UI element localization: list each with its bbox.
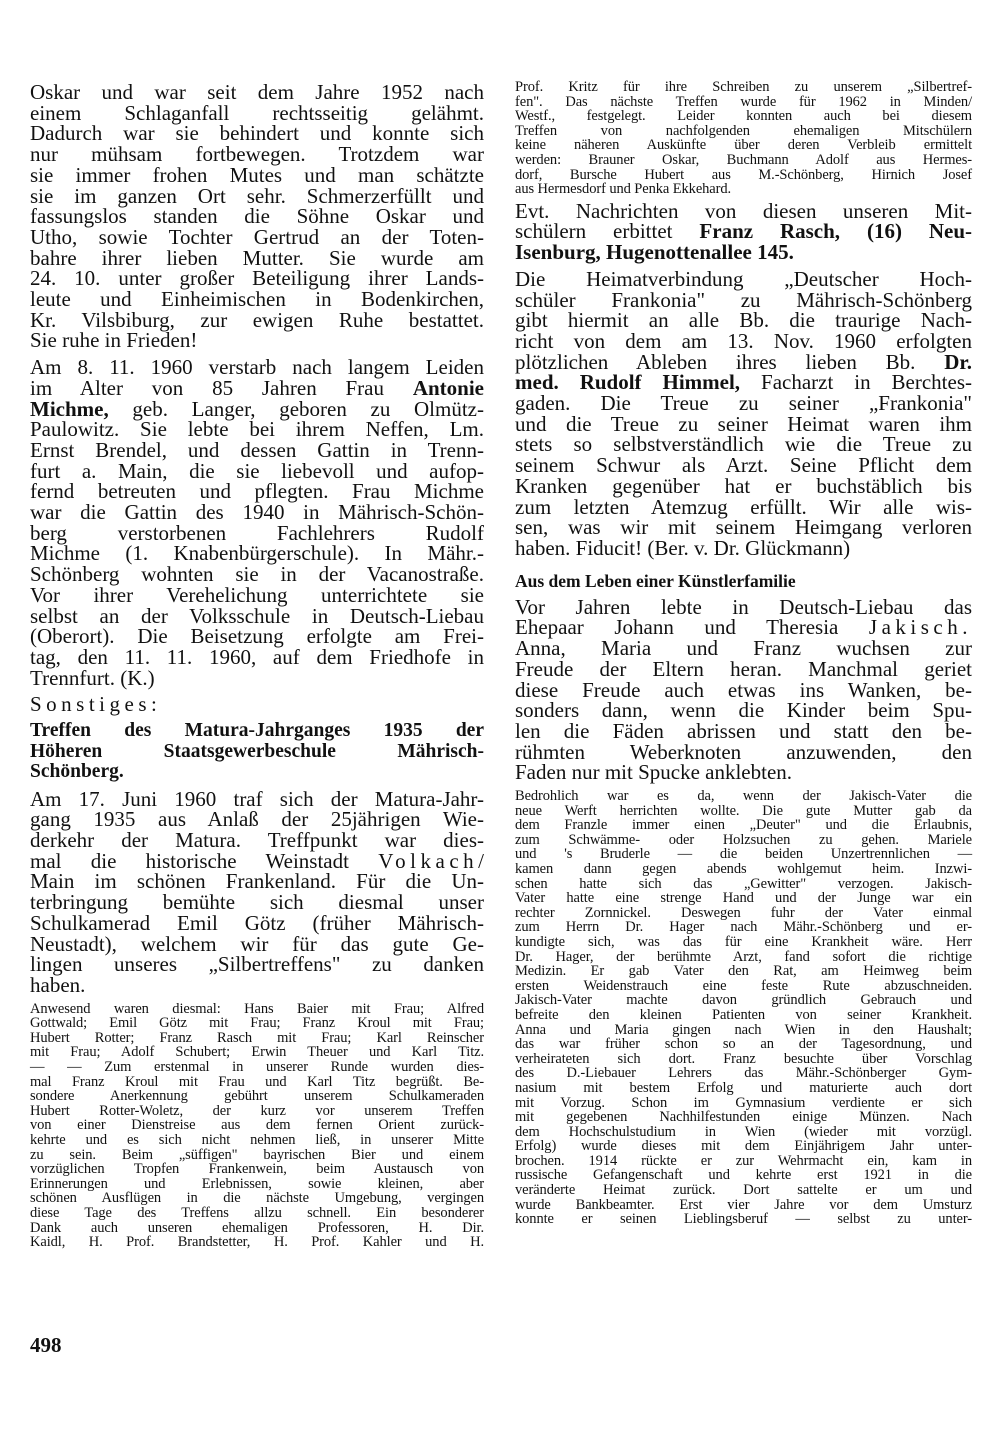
text-line: Trennfurt. (K.) (30, 665, 155, 690)
text-line: — — Zum erstenmal in unserer Runde wurden dies- (30, 1059, 484, 1075)
text-line: mal Franz Kroul mit Frau und Karl Titz begrüßt. Be- (30, 1073, 484, 1090)
heading-line: Höheren Staatsgewerbeschule Mährisch- (30, 740, 484, 762)
text-line: selbst an der Volksschule in Deutsch-Liebau (30, 603, 484, 628)
text-line: russische Gefangenschaft und kehrte erst 1921 in die (515, 1167, 972, 1184)
name-antonie: Antonie (412, 375, 484, 400)
text-line: Medizin. Er gab Vater den Rat, am Heimweg beim (515, 963, 972, 980)
text-line: ersten Weidenstrauch eine feste Rute abzuschneiden. (515, 977, 972, 994)
text-line (515, 221, 972, 242)
text-line: nur mühsam fortbewegen. Trotzdem war (30, 142, 484, 167)
text-line: keine näheren Auskünfte über deren Verbleib ermittelt (515, 137, 972, 154)
text-line: schen hatte sich das „Gewitter" verzogen. Jakisch- (515, 875, 972, 892)
text-run: Facharzt in Berchtes- (740, 370, 972, 395)
text-line: wurde Bankbeamter. Erst vier Jahre vor dem Umsturz (515, 1196, 972, 1213)
text-line: rühmten Weberknoten anzuwenden, den (515, 739, 972, 764)
text-line: Michme (1. Knabenbürgerschule). In Mähr.- (30, 541, 484, 566)
attendees-small-paragraph (30, 1002, 484, 1250)
text-line: (Oberort). Die Beisetzung erfolgte am Frei- (30, 624, 484, 649)
text-run: Ehepaar Johann und Theresia (515, 615, 869, 640)
text-line: Hubert Rotter-Woletz, der kurz vor unserem Treffen (30, 1102, 484, 1119)
heading-kuenstlerfamilie: Aus dem Leben einer Künstlerfamilie (515, 570, 796, 591)
text-line (515, 349, 972, 374)
text-line: neue Werft herrichten wollte. Die gute Mutter gab da (515, 802, 972, 819)
page-number: 498 (30, 1333, 62, 1357)
text-line: kamen dann gegen abends wohlgemut heim. Inzwi- (515, 861, 972, 877)
text-line: Gottwald; Emil Götz mit Frau; Franz Kroul mit Frau; (30, 1015, 484, 1032)
text-line: werden: Brauner Oskar, Buchmann Adolf aus Hermes- (515, 151, 972, 168)
text-line: einem Schlaganfall rechtsseitig gelähmt. (30, 100, 484, 125)
text-line: Oskar und war seit dem Jahre 1952 nach (30, 80, 484, 104)
name-michme: Michme, (30, 396, 109, 421)
text-line: Freude der Eltern heran. Manchmal geriet (515, 656, 972, 681)
text-line: Anna, Maria und Franz wuchsen zur (515, 636, 972, 661)
right-column (515, 80, 972, 1231)
text-line: Hubert Rotter; Franz Rasch mit Frau; Karl Reinscher (30, 1029, 484, 1046)
text-line: len die Fäden abrissen und statt den be- (515, 718, 972, 743)
text-line: furt a. Main, die sie liebevoll und aufop- (30, 458, 484, 483)
text-run: mal die historische Weinstadt (30, 848, 379, 873)
text-line: kundigte sich, was das für eine Krankheit wäre. Herr (515, 933, 972, 950)
text-line: Jakisch-Vater machte davon gründlich Gebrauch und (515, 992, 972, 1009)
text-line: rechter Zornnickel. Deswegen fuhr der Vater einmal (515, 904, 972, 921)
text-line: verheirateten sich dort. Franz besuchte über Vorschlag (515, 1050, 972, 1067)
text-line: schönen Ausflügen in die nächste Umgebung, vergingen (30, 1190, 484, 1207)
text-line: sonders dann, wenn die Kinder beim Spu- (515, 698, 972, 723)
text-line: das war früher schon so an der Tagesordnung, und (515, 1036, 972, 1053)
text-line: haben. Fiducit! (Ber. v. Dr. Glückmann) (515, 536, 851, 560)
text-run: geb. Langer, geboren zu Olmütz- (108, 396, 484, 421)
text-line: Am 17. Juni 1960 traf sich der Matura-Jahr- (30, 786, 484, 811)
text-line: 24. 10. unter großer Beteiligung ihrer Lands- (30, 266, 484, 291)
text-line: gibt hiermit an alle Bb. die traurige Nach- (515, 308, 972, 333)
text-line: zum Schwämme- oder Holzsuchen zu gehen. Mariele (515, 831, 972, 848)
text-line: zu sein. Beim „süffigen" bayrischen Bier und einem (30, 1146, 484, 1163)
text-line: zum Herrn Dr. Hager nach Mähr.-Schönberg und er- (515, 919, 972, 936)
text-line: Dank auch unseren ehemaligen Professoren, H. Dir. (30, 1219, 484, 1236)
text-run: plötzlichen Ableben ihres lieben Bb. (515, 349, 945, 374)
text-line: Erinnerungen und Erlebnissen, sowie kleinen, aber (30, 1175, 484, 1192)
text-line: kehrte und es sich nicht nehmen ließ, in unserer Mitte (30, 1131, 484, 1148)
text-line: lingen unseres „Silbertreffens" zu danken (30, 952, 484, 977)
left-column (30, 82, 484, 1254)
text-line: derkehr der Matura. Treffpunkt war dies- (30, 828, 484, 852)
text-line: bahre ihrer lieben Mutter. Sie wurde am (30, 245, 484, 270)
frankonia-obituary-paragraph (515, 266, 972, 560)
text-line: Bedrohlich war es da, wenn der Jakisch-Vater die (515, 788, 972, 805)
text-line: Prof. Kritz für ihre Schreiben zu unserem „Silbertref- (515, 79, 972, 95)
text-run: schülern erbittet (515, 219, 700, 244)
title-dr: Dr. (944, 349, 972, 374)
text-line: vorzüglichen Tropfen Frankenwein, beim Austausch von (30, 1161, 484, 1178)
text-line: richt von dem am 13. Nov. 1960 erfolgten (515, 328, 972, 353)
text-line (515, 372, 972, 393)
matura-paragraph (30, 786, 484, 997)
text-line (30, 396, 484, 421)
text-line: mit Vorzug. Schon im Gymnasium verdiente er sich (515, 1094, 972, 1111)
text-line: Evt. Nachrichten von diesen unseren Mit- (515, 198, 972, 223)
text-line: Kranken gegenüber hat er buchstäblich bis (515, 473, 972, 498)
text-line: dem Hochschulstudium in Wien (wieder mit vorzügl. (515, 1123, 972, 1140)
heading-line: Treffen des Matura-Jahrganges 1935 der (30, 720, 484, 742)
text-line: gaden. Die Treue zu seiner „Frankonia" (515, 391, 972, 416)
text-line: Kaidl, H. Prof. Brandstetter, H. Prof. Kahler und H. (30, 1234, 484, 1251)
text-line: Utho, sowie Tochter Gertrud an der Toten- (30, 224, 484, 249)
text-line (30, 848, 484, 873)
text-line: Main im schönen Frankenland. Für die Un- (30, 869, 484, 894)
text-line: Paulowitz. Sie lebte bei ihrem Neffen, Lm. (30, 417, 484, 442)
text-line: Kr. Vilsbiburg, zur ewigen Ruhe bestattet. (30, 307, 484, 332)
text-run: / (478, 848, 484, 873)
text-line: Die Heimatverbindung „Deutscher Hoch- (515, 266, 972, 291)
text-line: des D.-Liebauer Lehrers das Mähr.-Schönberger Gym- (515, 1065, 972, 1082)
text-line: tag, den 11. 11. 1960, auf dem Friedhofe in (30, 644, 484, 669)
text-line: terbringung bemühte sich diesmal unser (30, 890, 484, 915)
text-line (30, 375, 484, 400)
obituary-paragraph-michme (30, 357, 484, 688)
text-line: konnte er seinen Lieblingsberuf — selbst zu unter- (515, 1211, 972, 1228)
text-line: veränderte Heimat zurück. Dort sattelte er um und (515, 1182, 972, 1199)
text-line: aus Hermesdorf und Penka Ekkehard. (515, 181, 732, 198)
text-line: zum letzten Atemzug erfüllt. Wir alle wis- (515, 494, 972, 519)
heading-matura-treffen (30, 721, 484, 783)
text-line: leute und Einheimischen in Bodenkirchen, (30, 287, 484, 312)
text-line: fen". Das nächste Treffen wurde für 1962 in Minden/ (515, 93, 972, 110)
text-line: sie im ganzen Ort sehr. Schmerzerfüllt und (30, 183, 484, 208)
text-line: dem Franzle immer einen „Deuter" und die Erlaubnis, (515, 817, 972, 834)
text-line: und 's Bruderle — die beiden Unzertrennlichen — (515, 846, 972, 863)
text-line: von einer Dienstreise aus dem fernen Orient zurück- (30, 1117, 484, 1134)
kuenstler-small-paragraph (515, 789, 972, 1227)
text-line: mit Frau; Adolf Schubert; Erwin Theuer und Karl Titz. (30, 1044, 484, 1061)
text-line (515, 242, 972, 263)
text-line: Westf., festgelegt. Leider konnten auch bei diesem (515, 108, 972, 125)
text-line: fernd betreuten und pflegten. Frau Michme (30, 479, 484, 504)
section-label-sonstiges (30, 694, 484, 715)
text-line: Dadurch war sie behindert und konnte sich (30, 121, 484, 146)
place-volkach: Volkach (378, 848, 479, 873)
text-line: Sonstiges: (30, 692, 162, 717)
text-line (515, 617, 972, 638)
text-line: Vor ihrer Verehelichung unterrichtete sie (30, 582, 484, 607)
kuenstler-paragraph (515, 594, 972, 785)
text-line: sie immer frohen Mutes und man schätzte (30, 162, 484, 187)
obituary-paragraph-oskar (30, 82, 484, 351)
treffen-continuation-small (515, 80, 972, 197)
text-line: Neustadt), welchem wir für das gute Ge- (30, 931, 484, 956)
text-line: Schulkamerad Emil Götz (früher Mährisch- (30, 910, 484, 935)
text-line: Dr. Hager, der berühmte Arzt, fand sofort die richtige (515, 948, 972, 965)
name-jakisch: Jakisch. (868, 615, 972, 640)
text-line: war die Gattin des 1940 in Mährisch-Schön- (30, 500, 484, 525)
text-line: stets so selbstverständlich wie die Treue zu (515, 432, 972, 457)
contact-address: Isenburg, Hugenottenallee 145. (515, 240, 794, 265)
text-line: fassungslos standen die Söhne Oskar und (30, 204, 484, 229)
text-line: Ernst Brendel, und dessen Gattin in Trenn- (30, 437, 484, 462)
text-line: gang 1935 aus Anlaß der 25jährigen Wie- (30, 807, 484, 832)
text-line: sondere Anerkennung gebührt unserem Schulkameraden (30, 1088, 484, 1105)
text-line: Treffen von nachfolgenden ehemaligen Mitschülern (515, 122, 972, 139)
text-line: Vater hatte eine strenge Hand und der Junge war ein (515, 890, 972, 907)
text-line: seinem Schwur als Arzt. Seine Pflicht dem (515, 453, 972, 478)
contact-request-paragraph (515, 198, 972, 265)
text-line: Faden nur mit Spucke anklebten. (515, 760, 793, 785)
text-line: schüler Frankonia" zu Mährisch-Schönberg (515, 287, 972, 312)
text-line: Sie ruhe in Frieden! (30, 328, 198, 353)
text-line: brochen. 1914 rückte er zur Wehrmacht ein, kam in (515, 1152, 972, 1169)
text-line: befreite den kleinen Patienten von seiner Krankheit. (515, 1006, 972, 1023)
contact-name: Franz Rasch, (16) Neu- (699, 219, 972, 244)
text-line: mit gegebenen Nachhilfestunden einige Münzen. Nach (515, 1109, 972, 1126)
text-line: berg verstorbenen Fachlehrers Rudolf (30, 520, 484, 545)
heading-line: Schönberg. (30, 761, 124, 783)
text-line: sen, was wir mit seinem Heimgang verloren (515, 515, 972, 540)
text-line: diese Freude auch etwas ins Wanken, be- (515, 677, 972, 702)
text-line: Vor Jahren lebte in Deutsch-Liebau das (515, 594, 972, 619)
text-line: Am 8. 11. 1960 verstarb nach langem Leiden (30, 355, 484, 380)
text-line: Anwesend waren diesmal: Hans Baier mit Frau; Alfred (30, 1000, 484, 1017)
text-line: und die Treue zu seiner Heimat waren ihm (515, 411, 972, 436)
text-line: Anna und Maria gingen nach Wien in den Haushalt; (515, 1021, 972, 1038)
text-line: haben. (30, 972, 86, 997)
name-himmel: med. Rudolf Himmel, (515, 370, 741, 395)
text-line: Erfolg) wurde dieses mit dem Einjährigem Jahr unter- (515, 1138, 972, 1155)
text-line: Schönberg wohnten sie in der Vacanostraße. (30, 562, 484, 587)
text-line: nasium mit bestem Erfolg und maturierte auch dort (515, 1079, 972, 1096)
text-line: diese Tage des Treffens allzu schnell. Ein besonderer (30, 1204, 484, 1221)
text-run: im Alter von 85 Jahren Frau (30, 375, 413, 400)
text-line: dorf, Bursche Hubert aus M.-Schönberg, Hirnich Josef (515, 166, 972, 183)
